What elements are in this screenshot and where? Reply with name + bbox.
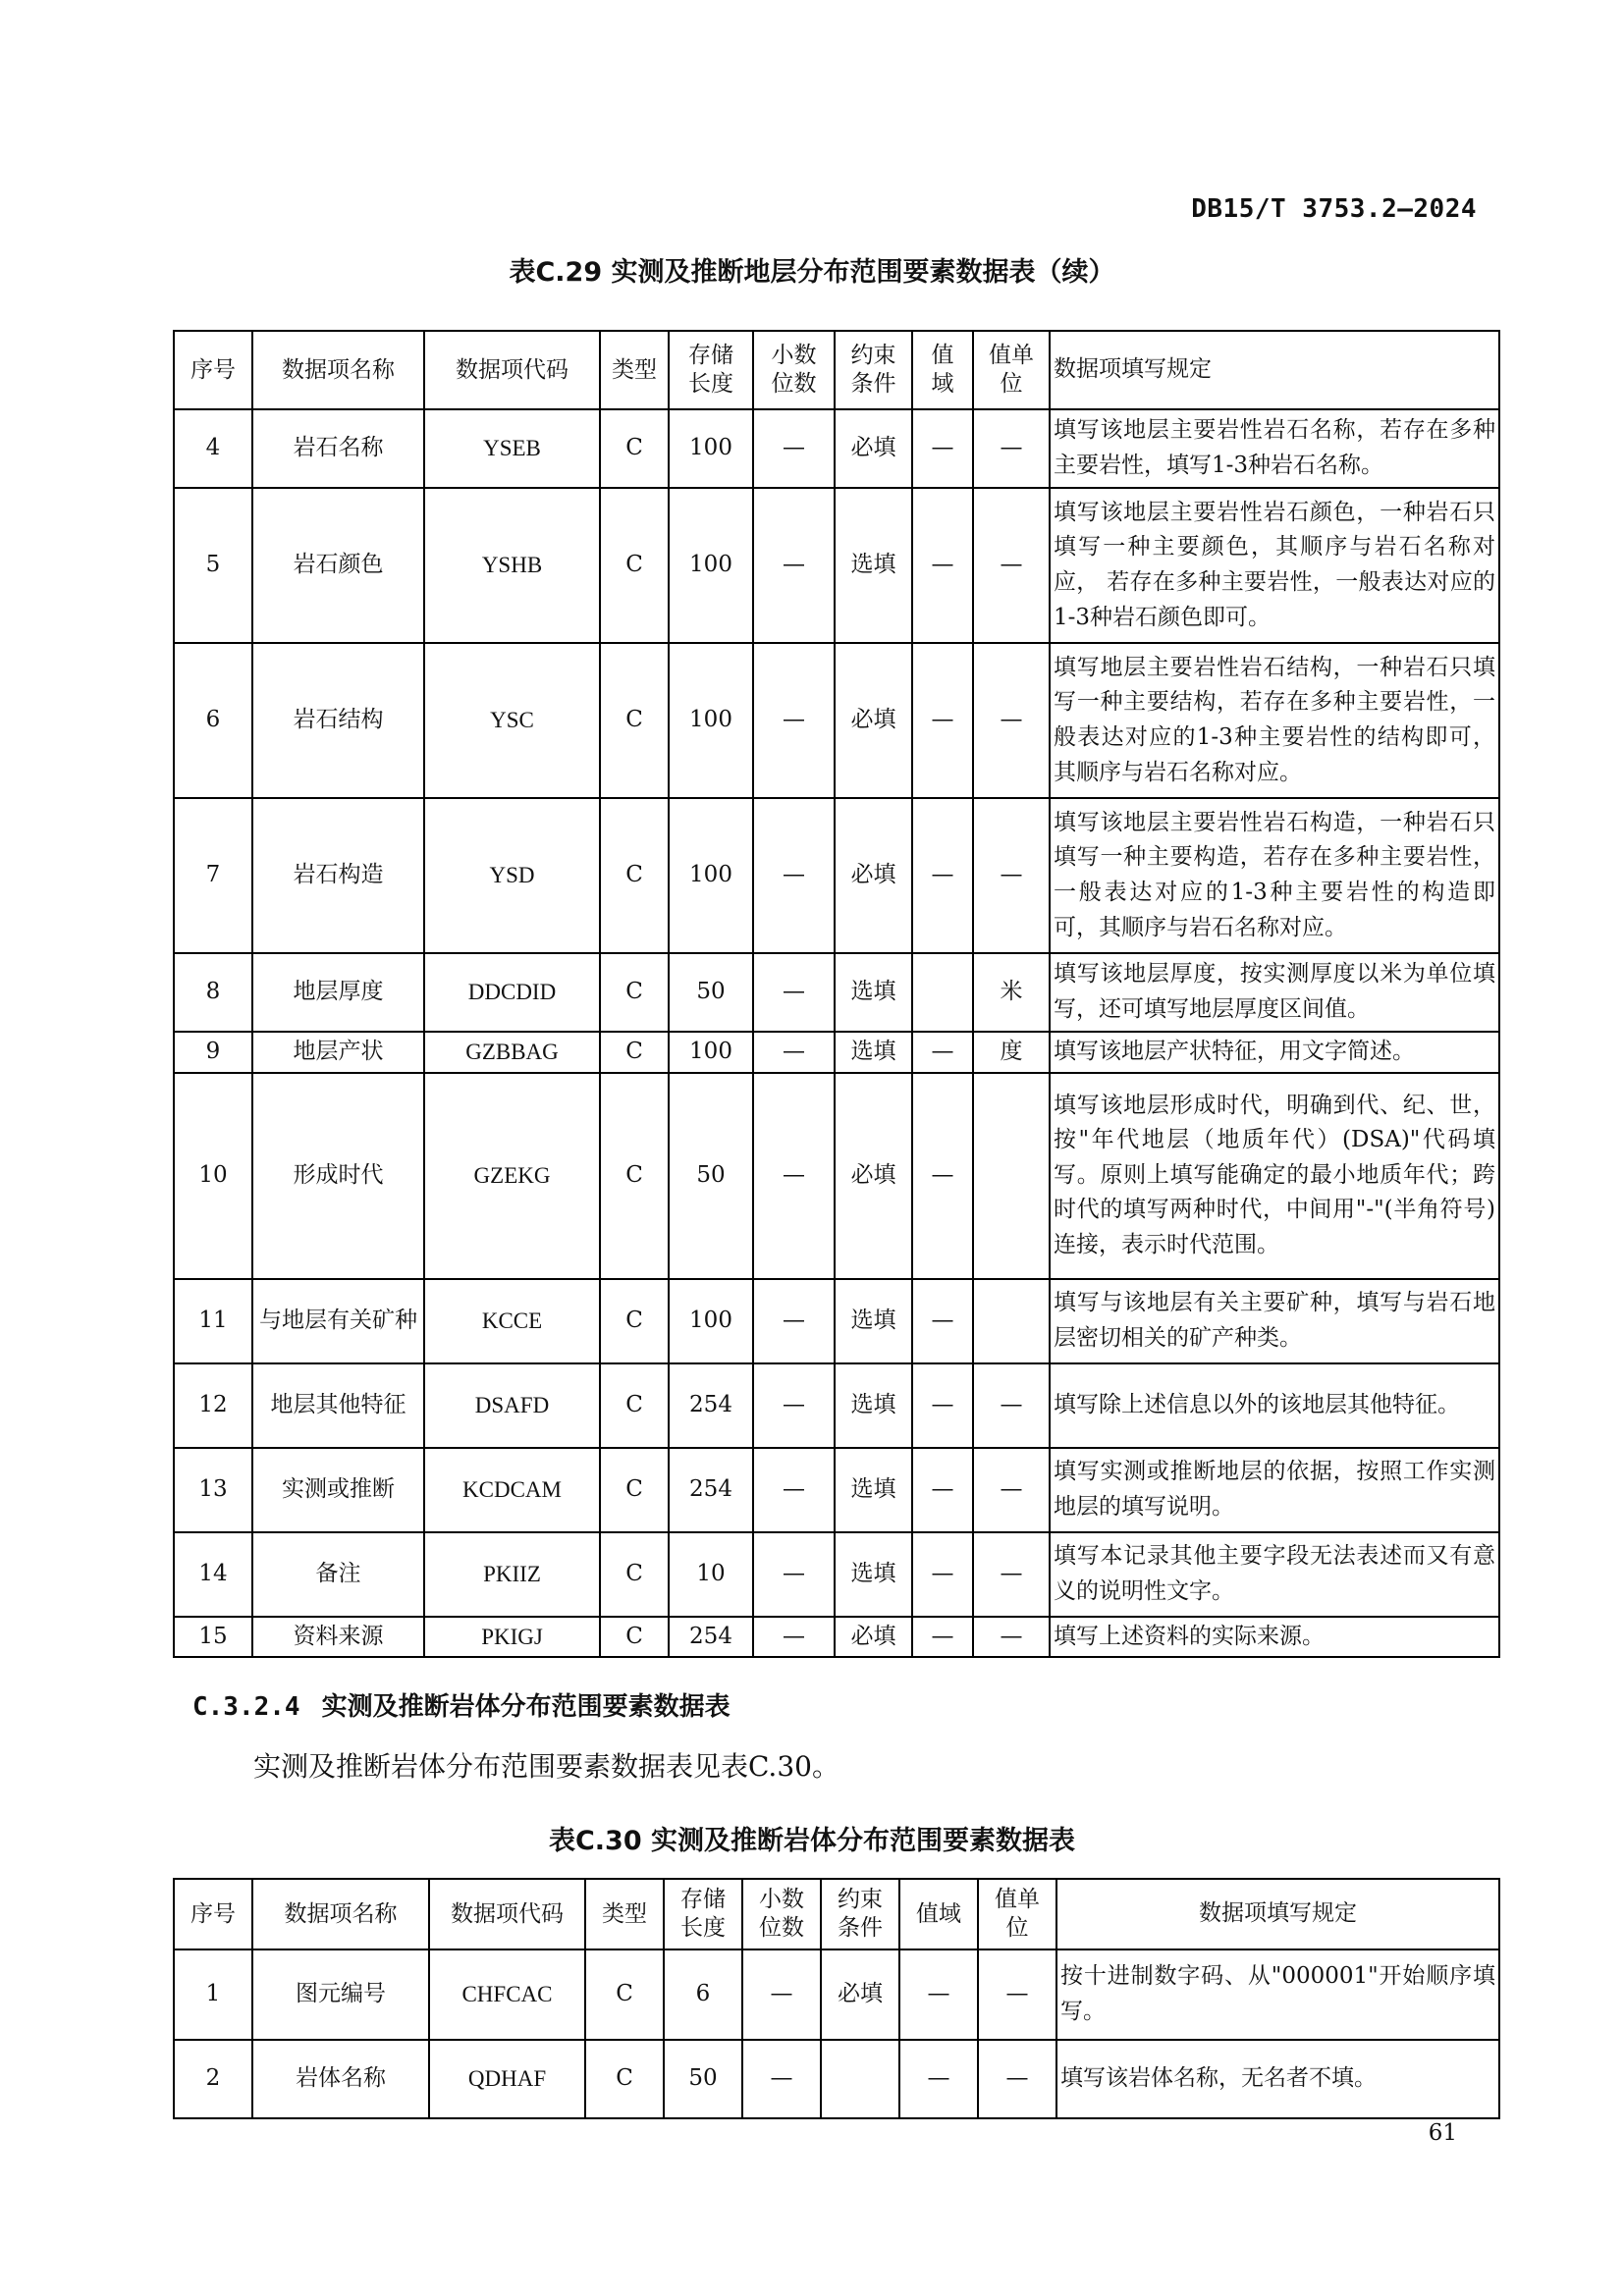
item-name-cell: 形成时代 <box>252 1073 424 1279</box>
table-row <box>174 953 1499 1032</box>
unit-cell <box>973 1279 1050 1363</box>
section-title: 实测及推断岩体分布范围要素数据表 <box>321 1692 731 1722</box>
item-code-cell: YSHB <box>424 488 600 643</box>
rule-cell: 填写该地层主要岩性岩石构造，一种岩石只填写一种主要构造，若存在多种主要岩性，一般表达对应的1-3种主要岩性的构造即可，其顺序与岩石名称对应。 <box>1050 798 1499 953</box>
type-cell: C <box>600 798 669 953</box>
item-code-cell: PKIIZ <box>424 1532 600 1617</box>
item-name-cell: 岩石构造 <box>252 798 424 953</box>
table-row <box>174 643 1499 798</box>
rule-cell: 填写该地层形成时代，明确到代、纪、世，按"年代地层（地质年代）(DSA)"代码填写。原则上填写能确定的最小地质年代；跨时代的填写两种时代，中间用"-"(半角符号)连接，表示时代范围。 <box>1050 1073 1499 1279</box>
unit-cell: — <box>973 643 1050 798</box>
unit-cell: — <box>973 409 1050 488</box>
decimal-cell: — <box>753 1617 835 1658</box>
constraint-cell: 选填 <box>835 1448 912 1532</box>
table-row <box>174 1532 1499 1617</box>
item-code-cell: KCCE <box>424 1279 600 1363</box>
decimal-cell: — <box>753 1363 835 1448</box>
seq-cell: 13 <box>174 1448 252 1532</box>
domain-cell: — <box>899 1949 978 2040</box>
domain-cell <box>912 953 973 1032</box>
item-name-cell: 图元编号 <box>252 1949 429 2040</box>
domain-cell: — <box>912 1448 973 1532</box>
length-cell: 50 <box>664 2040 742 2118</box>
type-cell: C <box>600 1363 669 1448</box>
constraint-cell: 选填 <box>835 953 912 1032</box>
table-row <box>174 409 1499 488</box>
col-header: 值域 <box>912 331 973 409</box>
rule-cell: 填写本记录其他主要字段无法表述而又有意义的说明性文字。 <box>1050 1532 1499 1617</box>
table-row <box>174 1448 1499 1532</box>
decimal-cell: — <box>742 2040 821 2118</box>
table-row <box>174 1073 1499 1279</box>
type-cell: C <box>600 953 669 1032</box>
constraint-cell: 必填 <box>835 1617 912 1658</box>
rule-cell: 填写除上述信息以外的该地层其他特征。 <box>1050 1363 1499 1448</box>
constraint-cell: 必填 <box>835 1073 912 1279</box>
seq-cell: 15 <box>174 1617 252 1658</box>
domain-cell: — <box>899 2040 978 2118</box>
page-number: 61 <box>1428 2120 1457 2146</box>
seq-cell: 5 <box>174 488 252 643</box>
col-header: 数据项名称 <box>252 331 424 409</box>
standard-code: DB15/T 3753.2—2024 <box>1191 194 1477 224</box>
item-code-cell: YSEB <box>424 409 600 488</box>
decimal-cell: — <box>753 798 835 953</box>
col-header: 约束条件 <box>835 331 912 409</box>
seq-cell: 7 <box>174 798 252 953</box>
unit-cell: 米 <box>973 953 1050 1032</box>
decimal-cell: — <box>753 1279 835 1363</box>
unit-cell: — <box>973 1363 1050 1448</box>
item-name-cell: 地层其他特征 <box>252 1363 424 1448</box>
domain-cell: — <box>912 798 973 953</box>
item-code-cell: KCDCAM <box>424 1448 600 1532</box>
domain-cell: — <box>912 1279 973 1363</box>
constraint-cell: 选填 <box>835 1363 912 1448</box>
rule-cell: 填写该地层产状特征，用文字简述。 <box>1050 1032 1499 1073</box>
item-code-cell: YSD <box>424 798 600 953</box>
col-header: 数据项填写规定 <box>1056 1879 1499 1949</box>
constraint-cell: 选填 <box>835 1532 912 1617</box>
section-number: C.3.2.4 <box>192 1692 300 1722</box>
type-cell: C <box>585 2040 664 2118</box>
col-header: 值单位 <box>978 1879 1056 1949</box>
item-code-cell: GZBBAG <box>424 1032 600 1073</box>
type-cell: C <box>600 643 669 798</box>
table-c29-caption: 表C.29 实测及推断地层分布范围要素数据表（续） <box>509 257 1115 288</box>
length-cell: 50 <box>669 1073 753 1279</box>
item-name-cell: 地层产状 <box>252 1032 424 1073</box>
unit-cell: — <box>973 488 1050 643</box>
constraint-cell: 必填 <box>835 798 912 953</box>
length-cell: 254 <box>669 1363 753 1448</box>
unit-cell: — <box>973 798 1050 953</box>
seq-cell: 9 <box>174 1032 252 1073</box>
length-cell: 50 <box>669 953 753 1032</box>
item-name-cell: 与地层有关矿种 <box>252 1279 424 1363</box>
unit-cell: — <box>978 2040 1056 2118</box>
col-header: 类型 <box>600 331 669 409</box>
length-cell: 100 <box>669 409 753 488</box>
item-name-cell: 备注 <box>252 1532 424 1617</box>
rule-cell: 填写该地层主要岩性岩石名称，若存在多种主要岩性，填写1-3种岩石名称。 <box>1050 409 1499 488</box>
constraint-cell: 必填 <box>821 1949 899 2040</box>
col-header: 约束条件 <box>821 1879 899 1949</box>
item-name-cell: 岩体名称 <box>252 2040 429 2118</box>
rule-cell: 按十进制数字码、从"000001"开始顺序填写。 <box>1056 1949 1499 2040</box>
rule-cell: 填写该岩体名称，无名者不填。 <box>1056 2040 1499 2118</box>
length-cell: 100 <box>669 488 753 643</box>
col-header: 数据项名称 <box>252 1879 429 1949</box>
seq-cell: 14 <box>174 1532 252 1617</box>
unit-cell: 度 <box>973 1032 1050 1073</box>
seq-cell: 2 <box>174 2040 252 2118</box>
section-heading <box>192 1686 731 1723</box>
col-header: 值单位 <box>973 331 1050 409</box>
seq-cell: 12 <box>174 1363 252 1448</box>
item-name-cell: 岩石结构 <box>252 643 424 798</box>
rule-cell: 填写该地层厚度，按实测厚度以米为单位填写，还可填写地层厚度区间值。 <box>1050 953 1499 1032</box>
item-code-cell: QDHAF <box>429 2040 585 2118</box>
unit-cell <box>973 1073 1050 1279</box>
section-body: 实测及推断岩体分布范围要素数据表见表C.30。 <box>253 1750 839 1783</box>
constraint-cell: 选填 <box>835 1279 912 1363</box>
item-code-cell: DDCDID <box>424 953 600 1032</box>
length-cell: 100 <box>669 643 753 798</box>
col-header: 序号 <box>174 331 252 409</box>
table-c29 <box>173 330 1500 1658</box>
table-row <box>174 488 1499 643</box>
decimal-cell: — <box>753 953 835 1032</box>
rule-cell: 填写上述资料的实际来源。 <box>1050 1617 1499 1658</box>
decimal-cell: — <box>753 1532 835 1617</box>
type-cell: C <box>600 409 669 488</box>
table-c30 <box>173 1878 1500 2119</box>
item-code-cell: YSC <box>424 643 600 798</box>
type-cell: C <box>600 1032 669 1073</box>
item-name-cell: 岩石名称 <box>252 409 424 488</box>
type-cell: C <box>600 1617 669 1658</box>
rule-cell: 填写该地层主要岩性岩石颜色，一种岩石只填写一种主要颜色，其顺序与岩石名称对应， 若存在多种主要岩性，一般表达对应的1-3种岩石颜色即可。 <box>1050 488 1499 643</box>
table-row <box>174 1363 1499 1448</box>
rule-cell: 填写地层主要岩性岩石结构，一种岩石只填写一种主要结构，若存在多种主要岩性，一般表达对应的1-3种主要岩性的结构即可，其顺序与岩石名称对应。 <box>1050 643 1499 798</box>
table-row <box>174 798 1499 953</box>
length-cell: 100 <box>669 1279 753 1363</box>
type-cell: C <box>585 1949 664 2040</box>
decimal-cell: — <box>753 643 835 798</box>
length-cell: 6 <box>664 1949 742 2040</box>
constraint-cell: 必填 <box>835 643 912 798</box>
domain-cell: — <box>912 1363 973 1448</box>
item-name-cell: 实测或推断 <box>252 1448 424 1532</box>
type-cell: C <box>600 1279 669 1363</box>
item-code-cell: PKIGJ <box>424 1617 600 1658</box>
table-c30-caption: 表C.30 实测及推断岩体分布范围要素数据表 <box>548 1826 1076 1856</box>
seq-cell: 8 <box>174 953 252 1032</box>
length-cell: 254 <box>669 1617 753 1658</box>
table-row <box>174 1032 1499 1073</box>
table-header-row <box>174 1879 1499 1949</box>
table-row <box>174 1617 1499 1658</box>
domain-cell: — <box>912 1073 973 1279</box>
constraint-cell: 选填 <box>835 1032 912 1073</box>
item-code-cell: GZEKG <box>424 1073 600 1279</box>
item-name-cell: 地层厚度 <box>252 953 424 1032</box>
domain-cell: — <box>912 409 973 488</box>
decimal-cell: — <box>753 409 835 488</box>
col-header: 数据项代码 <box>429 1879 585 1949</box>
seq-cell: 11 <box>174 1279 252 1363</box>
seq-cell: 1 <box>174 1949 252 2040</box>
table-row <box>174 2040 1499 2118</box>
col-header: 存储长度 <box>669 331 753 409</box>
col-header: 小数位数 <box>742 1879 821 1949</box>
domain-cell: — <box>912 1617 973 1658</box>
seq-cell: 6 <box>174 643 252 798</box>
length-cell: 100 <box>669 1032 753 1073</box>
type-cell: C <box>600 1073 669 1279</box>
seq-cell: 10 <box>174 1073 252 1279</box>
domain-cell: — <box>912 1032 973 1073</box>
col-header: 值域 <box>899 1879 978 1949</box>
item-code-cell: CHFCAC <box>429 1949 585 2040</box>
domain-cell: — <box>912 1532 973 1617</box>
item-name-cell: 岩石颜色 <box>252 488 424 643</box>
decimal-cell: — <box>742 1949 821 2040</box>
constraint-cell: 选填 <box>835 488 912 643</box>
type-cell: C <box>600 1532 669 1617</box>
unit-cell: — <box>973 1448 1050 1532</box>
length-cell: 100 <box>669 798 753 953</box>
type-cell: C <box>600 1448 669 1532</box>
decimal-cell: — <box>753 1448 835 1532</box>
rule-cell: 填写实测或推断地层的依据，按照工作实测地层的填写说明。 <box>1050 1448 1499 1532</box>
table-row <box>174 1949 1499 2040</box>
unit-cell: — <box>973 1532 1050 1617</box>
domain-cell: — <box>912 488 973 643</box>
decimal-cell: — <box>753 488 835 643</box>
col-header: 序号 <box>174 1879 252 1949</box>
unit-cell: — <box>978 1949 1056 2040</box>
col-header: 存储长度 <box>664 1879 742 1949</box>
col-header: 数据项代码 <box>424 331 600 409</box>
constraint-cell: 必填 <box>835 409 912 488</box>
domain-cell: — <box>912 643 973 798</box>
item-code-cell: DSAFD <box>424 1363 600 1448</box>
col-header: 数据项填写规定 <box>1050 331 1499 409</box>
table-header-row <box>174 331 1499 409</box>
length-cell: 10 <box>669 1532 753 1617</box>
unit-cell: — <box>973 1617 1050 1658</box>
length-cell: 254 <box>669 1448 753 1532</box>
table-row <box>174 1279 1499 1363</box>
col-header: 小数位数 <box>753 331 835 409</box>
decimal-cell: — <box>753 1073 835 1279</box>
rule-cell: 填写与该地层有关主要矿种，填写与岩石地层密切相关的矿产种类。 <box>1050 1279 1499 1363</box>
constraint-cell <box>821 2040 899 2118</box>
decimal-cell: — <box>753 1032 835 1073</box>
item-name-cell: 资料来源 <box>252 1617 424 1658</box>
type-cell: C <box>600 488 669 643</box>
col-header: 类型 <box>585 1879 664 1949</box>
seq-cell: 4 <box>174 409 252 488</box>
